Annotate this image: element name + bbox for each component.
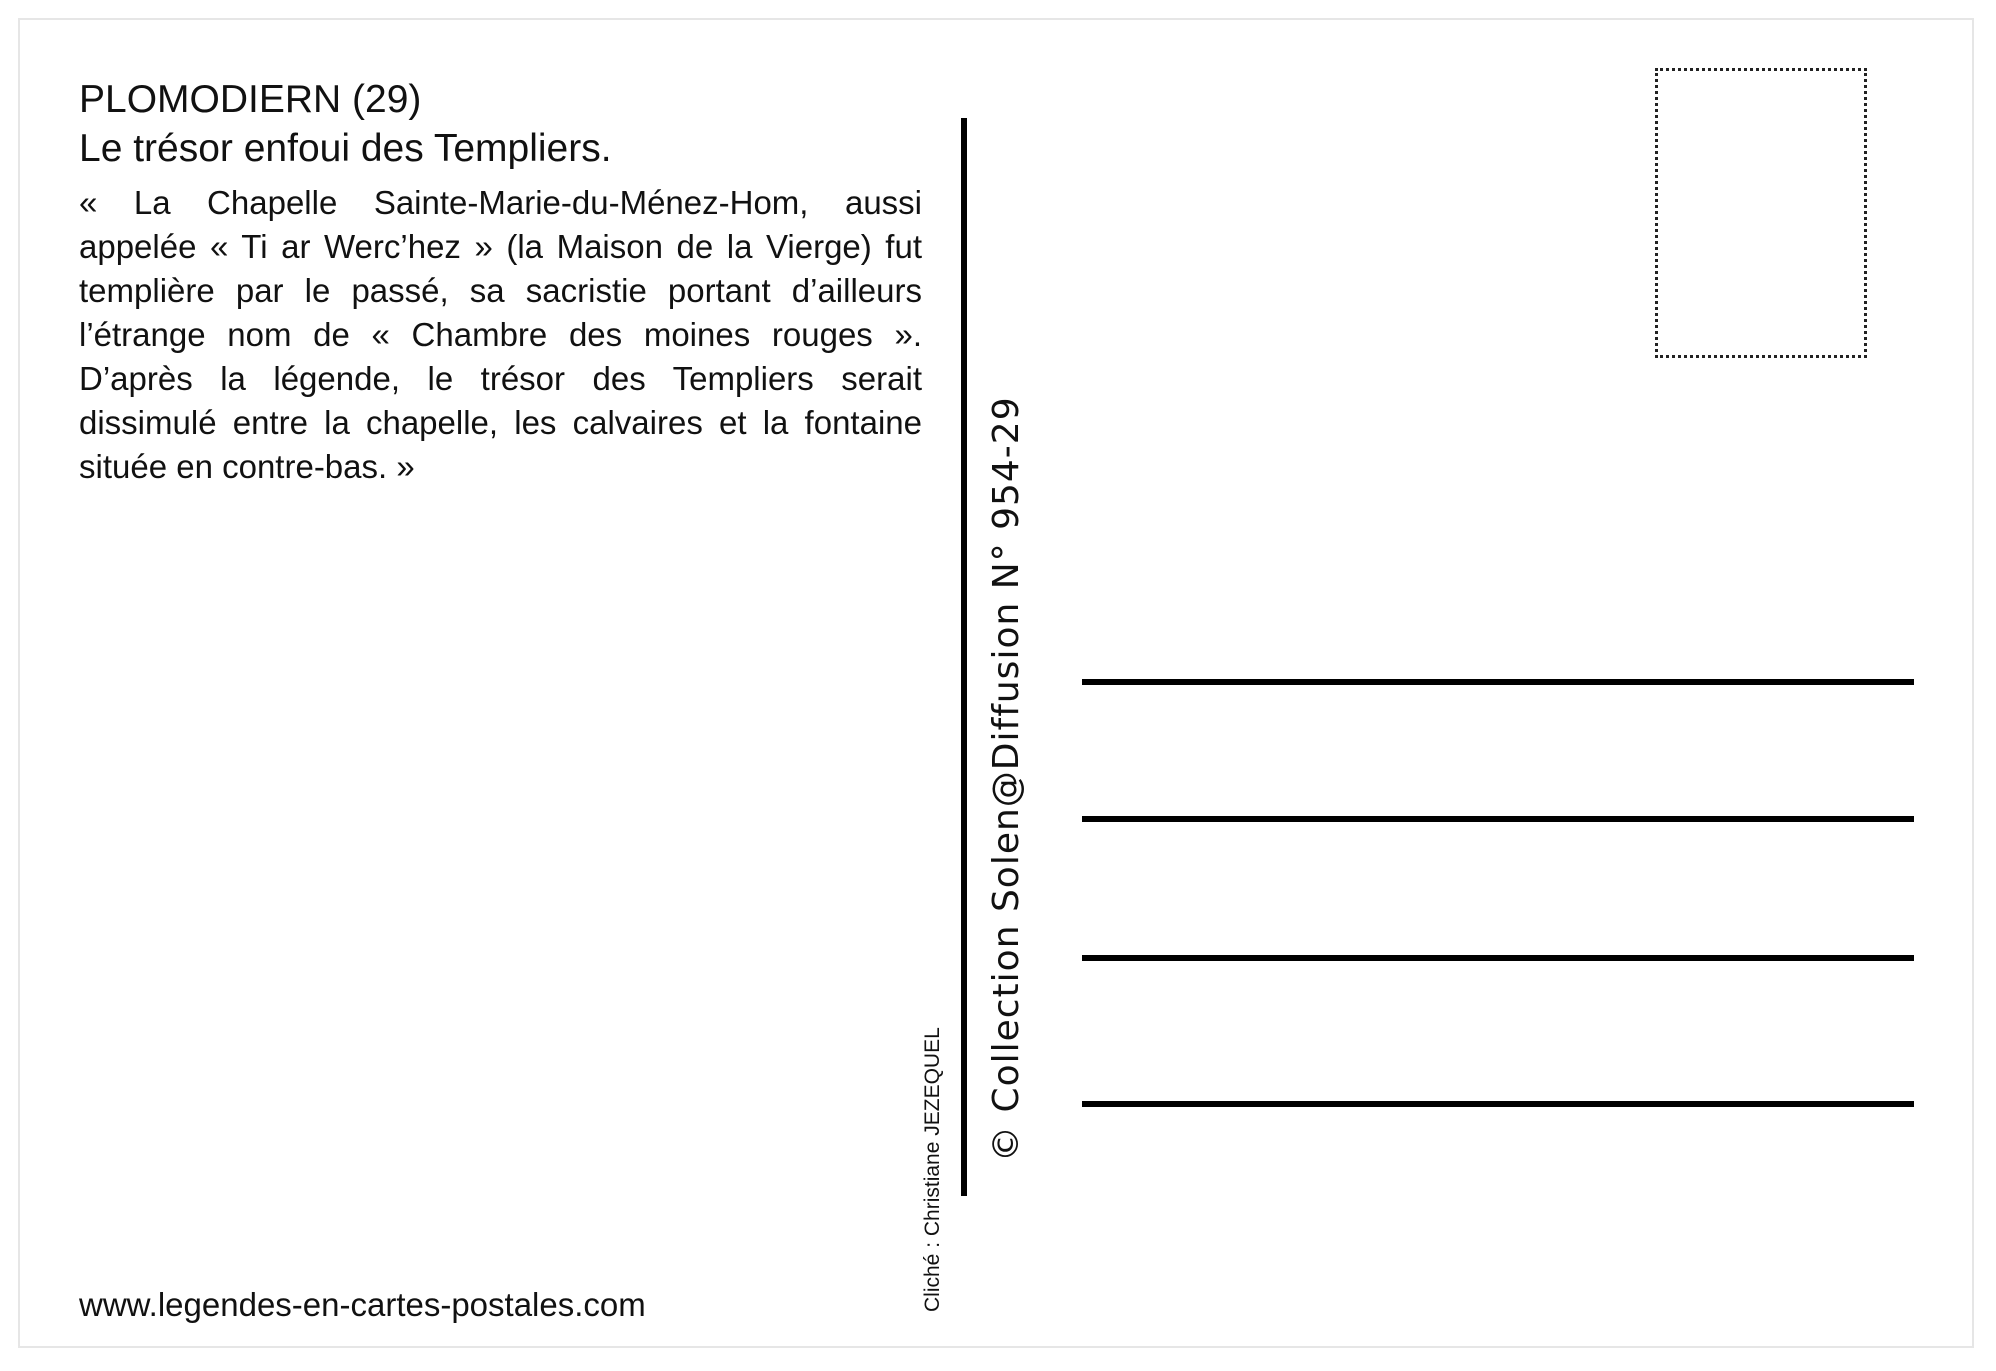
address-line — [1082, 816, 1914, 822]
postcard-title: PLOMODIERN (29) — [79, 78, 422, 121]
address-line — [1082, 1101, 1914, 1107]
copyright-notice: © Collection Solen@Diffusion N° 954-29 — [986, 396, 1027, 1162]
address-line — [1082, 955, 1914, 961]
address-line — [1082, 679, 1914, 685]
postcard-subtitle: Le trésor enfoui des Templiers. — [79, 127, 612, 170]
stamp-placeholder — [1655, 68, 1867, 358]
photo-credit: Cliché : Christiane JEZEQUEL — [921, 1027, 944, 1312]
center-divider — [961, 118, 967, 1196]
website-url: www.legendes-en-cartes-postales.com — [79, 1286, 646, 1323]
legend-text: « La Chapelle Sainte-Marie-du-Ménez-Hom, aussi appelée « Ti ar Werc’hez » (la Maison de la Vierge) fut templière par le passé, sa sacristie portant d’ailleurs l’étrange nom de « Chambre des moines rouges ». D’après la légende, le trésor des Templiers serait dissimulé entre la chapelle, les calvaires et la fontaine située en contre-bas. » — [79, 184, 922, 485]
